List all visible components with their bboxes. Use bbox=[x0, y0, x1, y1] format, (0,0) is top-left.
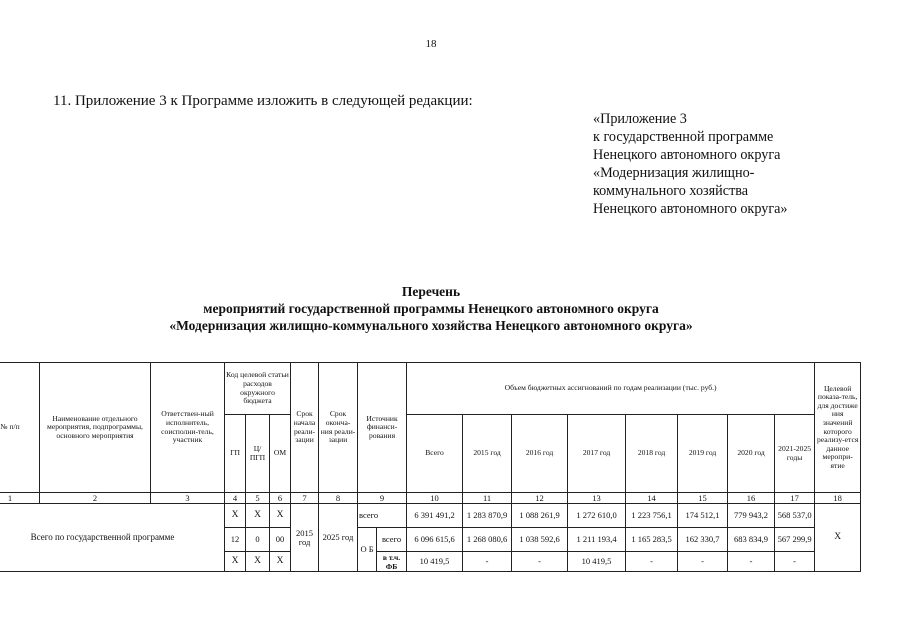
header-code-pgp: Ц/ПГП bbox=[246, 415, 270, 493]
value-2021-2025: - bbox=[775, 552, 815, 572]
column-number: 1 bbox=[0, 493, 40, 504]
column-number: 13 bbox=[568, 493, 626, 504]
column-number: 3 bbox=[151, 493, 225, 504]
end-year-cell: 2025 год bbox=[319, 504, 358, 572]
column-number: 8 bbox=[319, 493, 358, 504]
header-2018: 2018 год bbox=[626, 415, 678, 493]
amendment-instruction: 11. Приложение 3 к Программе изложить в следующей редакции: bbox=[53, 93, 473, 109]
column-number: 17 bbox=[775, 493, 815, 504]
column-number: 7 bbox=[291, 493, 319, 504]
value-2017: 10 419,5 bbox=[568, 552, 626, 572]
header-num: № п/п bbox=[0, 363, 40, 493]
source-cell: всего bbox=[358, 504, 407, 528]
column-number: 11 bbox=[463, 493, 512, 504]
value-total: 10 419,5 bbox=[407, 552, 463, 572]
appendix-ref-line: коммунального хозяйства bbox=[593, 183, 749, 199]
title-line: Перечень bbox=[401, 284, 461, 299]
value-2016: 1 088 261,9 bbox=[512, 504, 568, 528]
header-2015: 2015 год bbox=[463, 415, 512, 493]
column-number: 2 bbox=[40, 493, 151, 504]
value-2020: - bbox=[728, 552, 775, 572]
header-2020: 2020 год bbox=[728, 415, 775, 493]
source-cell: всего bbox=[377, 528, 407, 552]
header-target: Целевой показа-тель, для достиже ния значений которого реализу-ется данное меропри-ятие bbox=[815, 363, 861, 493]
appendix-ref-line: Ненецкого автономного округа bbox=[593, 147, 781, 163]
ob-source-cell: О Б bbox=[358, 528, 377, 572]
value-2016: 1 038 592,6 bbox=[512, 528, 568, 552]
value-2015: - bbox=[463, 552, 512, 572]
header-2019: 2019 год bbox=[678, 415, 728, 493]
header-total: Всего bbox=[407, 415, 463, 493]
code-pgp-cell: Х bbox=[246, 552, 270, 572]
header-code-group: Код целевой статьи расходов окружного бюджета bbox=[225, 363, 291, 415]
header-code-gp: ГП bbox=[225, 415, 246, 493]
title-line: мероприятий государственной программы Ненецкого автономного округа bbox=[203, 301, 659, 316]
header-name: Наименование отдельного мероприятия, подпрограммы, основного мероприятия bbox=[40, 363, 151, 493]
value-total: 6 391 491,2 bbox=[407, 504, 463, 528]
column-number: 5 bbox=[246, 493, 270, 504]
code-om-cell: Х bbox=[270, 552, 291, 572]
measures-table bbox=[0, 362, 861, 572]
code-gp-cell: Х bbox=[225, 504, 246, 528]
column-number: 12 bbox=[512, 493, 568, 504]
code-gp-cell: Х bbox=[225, 552, 246, 572]
header-source: Источник финанси-рования bbox=[358, 363, 407, 493]
code-gp-cell: 12 bbox=[225, 528, 246, 552]
target-cell: Х bbox=[815, 504, 861, 572]
value-2016: - bbox=[512, 552, 568, 572]
column-number: 14 bbox=[626, 493, 678, 504]
appendix-ref-line: к государственной программе bbox=[593, 129, 774, 145]
header-executor: Ответствен-ный исполнитель, соисполни-тель, участник bbox=[151, 363, 225, 493]
code-om-cell: 00 bbox=[270, 528, 291, 552]
value-2021-2025: 568 537,0 bbox=[775, 504, 815, 528]
value-2020: 779 943,2 bbox=[728, 504, 775, 528]
column-number: 6 bbox=[270, 493, 291, 504]
header-end: Срок оконча-ния реали-зации bbox=[319, 363, 358, 493]
column-number: 4 bbox=[225, 493, 246, 504]
start-year-cell: 2015 год bbox=[291, 504, 319, 572]
header-2016: 2016 год bbox=[512, 415, 568, 493]
page-number: 18 bbox=[425, 38, 437, 50]
column-number: 16 bbox=[728, 493, 775, 504]
value-2019: - bbox=[678, 552, 728, 572]
column-number: 9 bbox=[358, 493, 407, 504]
source-cell: в т.ч. ФБ bbox=[377, 552, 407, 572]
title-line: «Модернизация жилищно-коммунального хозяйства Ненецкого автономного округа» bbox=[169, 318, 693, 333]
value-total: 6 096 615,6 bbox=[407, 528, 463, 552]
value-2017: 1 211 193,4 bbox=[568, 528, 626, 552]
value-2018: - bbox=[626, 552, 678, 572]
column-number: 10 bbox=[407, 493, 463, 504]
code-pgp-cell: Х bbox=[246, 504, 270, 528]
appendix-ref-line: «Приложение 3 bbox=[593, 111, 687, 127]
total-row-label: Всего по государственной программе bbox=[0, 504, 225, 572]
value-2019: 174 512,1 bbox=[678, 504, 728, 528]
value-2015: 1 283 870,9 bbox=[463, 504, 512, 528]
appendix-reference bbox=[593, 110, 788, 218]
code-pgp-cell: 0 bbox=[246, 528, 270, 552]
header-2021-2025: 2021-2025 годы bbox=[775, 415, 815, 493]
document-title bbox=[0, 283, 862, 334]
value-2017: 1 272 610,0 bbox=[568, 504, 626, 528]
header-budget-group: Объем бюджетных ассигнований по годам реализации (тыс. руб.) bbox=[407, 363, 815, 415]
value-2020: 683 834,9 bbox=[728, 528, 775, 552]
appendix-ref-line: «Модернизация жилищно- bbox=[593, 165, 755, 181]
header-2017: 2017 год bbox=[568, 415, 626, 493]
value-2019: 162 330,7 bbox=[678, 528, 728, 552]
value-2018: 1 165 283,5 bbox=[626, 528, 678, 552]
header-start: Срок начала реали-зации bbox=[291, 363, 319, 493]
appendix-ref-line: Ненецкого автономного округа» bbox=[593, 201, 788, 217]
value-2015: 1 268 080,6 bbox=[463, 528, 512, 552]
code-om-cell: Х bbox=[270, 504, 291, 528]
column-number: 15 bbox=[678, 493, 728, 504]
header-code-om: ОМ bbox=[270, 415, 291, 493]
value-2021-2025: 567 299,9 bbox=[775, 528, 815, 552]
value-2018: 1 223 756,1 bbox=[626, 504, 678, 528]
column-number: 18 bbox=[815, 493, 861, 504]
